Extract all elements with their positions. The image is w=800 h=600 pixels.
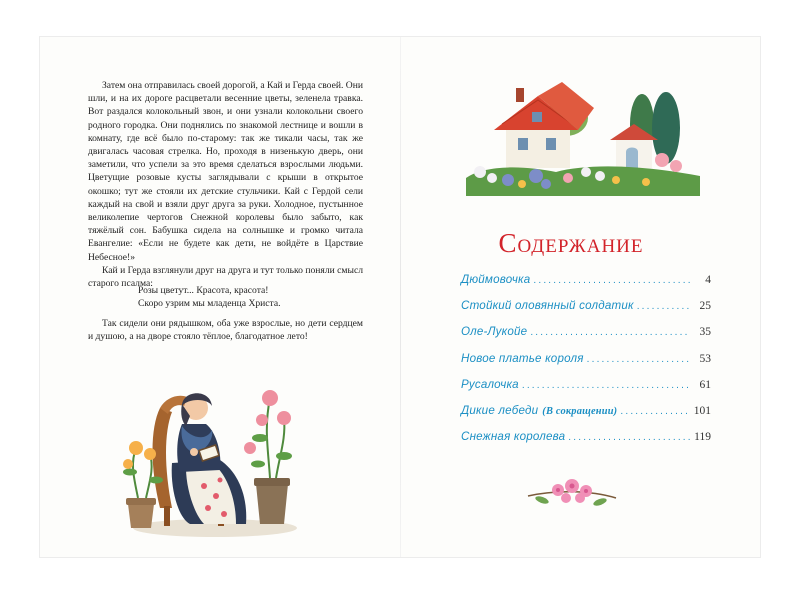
story-ending [88,317,363,343]
toc-entry[interactable] [461,273,711,299]
toc-entry-title: Снежная королева [461,430,566,444]
story-paragraph: Кай и Герда взглянули друг на друга и тут только поняли смысл старого псалма: [88,264,363,290]
leader-dots [530,327,690,338]
grandmother-reading-illustration [120,368,300,540]
toc-page-number: 53 [699,352,711,365]
toc-entry-title: Дюймовочка [461,273,531,286]
toc-entry-title: Дикие лебеди [461,403,539,417]
leader-dots [587,354,690,365]
verse-line: Скоро узрим мы младенца Христа. [138,298,281,309]
psalm-verse [138,284,358,310]
leader-dots [533,275,690,286]
toc-page-number: 4 [705,274,711,286]
pink-flower-ornament [524,476,620,512]
toc-page-number: 35 [699,326,711,339]
toc-entry[interactable] [461,378,711,404]
leader-dots [522,380,690,391]
story-paragraph: Затем она отправилась своей дорогой, а Кай и Герда своей. Они шли, и на их дороге расцветали весенние цветы, зеленела травка. Вот раздался колокольный звон, и они узнали колокольни своего родного городка. Они поднялись по знакомой лестнице и вошли в комнату, где всё было по-старому: так же тикали часы, так же двигалась часовая стрелка. Но, проходя в низенькую дверь, они заметили, что успели за это время сделаться взрослыми людьми. Цветущие розовые кусты заглядывали с крыши в открытое окошко; тут же стояли их детские стульчики. Кай с Гердой сели каждый на свой и взяли друг друга за руки. Холодное, пустынное великолепие чертогов Снежной королевы было забыто, как тяжёлый сон. Бабушка сидела на солнышке и громко читала Евангелие: «Если не будете как дети, не войдёте в Царствие Небесное!» [88,80,363,263]
leader-dots [637,301,690,312]
toc-page-number: 61 [699,378,711,391]
page-gutter [400,37,401,557]
toc-entry[interactable] [461,299,711,325]
toc-entry[interactable] [461,430,711,456]
toc-page-number: 119 [694,431,711,444]
toc-page-number: 101 [693,404,711,417]
toc-title: Содержание [498,228,644,258]
table-of-contents [461,273,711,456]
leader-dots [568,432,690,443]
verse-line: Розы цветут... Красота, красота! [138,285,269,296]
toc-entry-title: Новое платье короля [461,351,584,365]
toc-page-number: 25 [699,300,711,313]
house-garden-illustration [466,68,700,196]
toc-entry-subtitle: (В сокращении) [542,405,618,417]
leader-dots [620,406,690,417]
story-text [88,79,363,290]
ending-paragraph: Так сидели они рядышком, оба уже взрослые, но дети сердцем и душою, а на дворе стояло тёплое, благодатное лето! [88,318,363,343]
toc-entry-title-wrap [461,404,617,417]
toc-entry-title: Стойкий оловянный солдатик [461,299,634,313]
toc-entry-title: Оле-Лукойе [461,325,528,339]
toc-entry[interactable] [461,404,711,430]
toc-entry[interactable] [461,352,711,378]
toc-entry-title: Русалочка [461,377,519,391]
toc-entry[interactable] [461,325,711,351]
